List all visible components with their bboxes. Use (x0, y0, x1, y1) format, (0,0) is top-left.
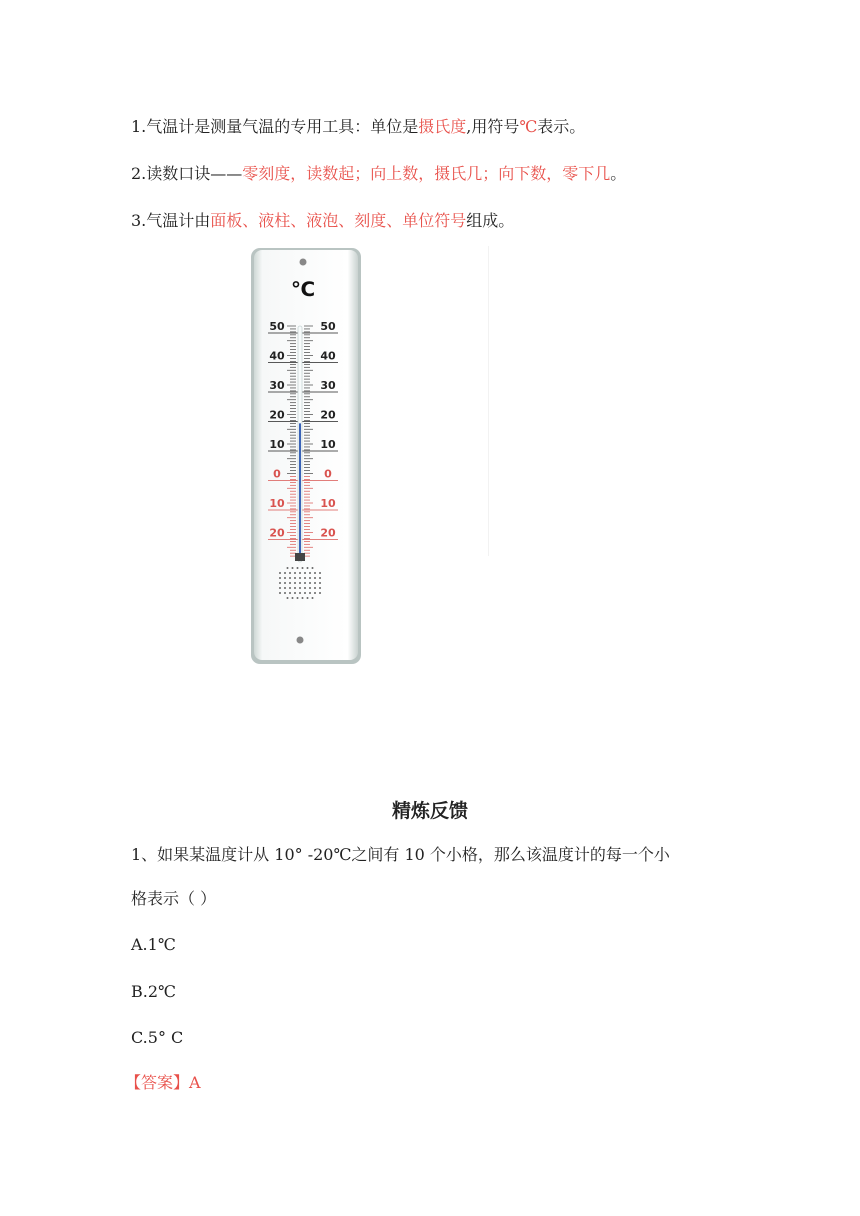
speaker-dot (294, 587, 296, 589)
speaker-dot (297, 567, 299, 569)
note-3-prefix: 3.气温计由 (131, 211, 211, 230)
speaker-dot (287, 567, 289, 569)
speaker-dot (309, 582, 311, 584)
speaker-dot (309, 572, 311, 574)
note-1-highlight-symbol: ℃ (519, 117, 538, 136)
speaker-dot (284, 577, 286, 579)
speaker-dot (319, 572, 321, 574)
speaker-dot (319, 577, 321, 579)
speaker-dot (309, 587, 311, 589)
note-1-highlight-unit: 摄氏度 (418, 117, 467, 136)
speaker-dot (279, 587, 281, 589)
speaker-dot (309, 577, 311, 579)
speaker-dot (304, 592, 306, 594)
speaker-dot (284, 572, 286, 574)
speaker-dot (297, 597, 299, 599)
answer-value: A (189, 1073, 201, 1092)
speaker-dot (304, 582, 306, 584)
note-1-middle: ,用符号 (466, 117, 520, 136)
speaker-dot (307, 597, 309, 599)
scale-label-right: 40 (320, 349, 336, 363)
unit-label: ℃ (290, 277, 316, 301)
speaker-dot (294, 582, 296, 584)
thermometer-svg (248, 246, 366, 666)
divider-artifact (488, 246, 489, 556)
speaker-dot (284, 582, 286, 584)
scale-label-right: 30 (320, 379, 336, 392)
scale-label-left: 20 (269, 408, 285, 422)
speaker-dot (304, 572, 306, 574)
speaker-dot (299, 582, 301, 584)
speaker-dot (289, 592, 291, 594)
speaker-dot (302, 567, 304, 569)
speaker-dot (307, 567, 309, 569)
note-3-highlight: 面板、液柱、液泡、刻度、单位符号 (210, 211, 467, 230)
liquid-column (299, 423, 301, 555)
scale-label-right: 0 (324, 467, 332, 481)
scale-label-right: 20 (320, 526, 336, 540)
note-2-suffix: 。 (610, 164, 627, 183)
speaker-dot (279, 592, 281, 594)
speaker-dot (312, 567, 314, 569)
scale-label-right: 50 (320, 320, 336, 333)
scale-label-left: 10 (269, 438, 285, 451)
note-1-suffix: 表示。 (537, 117, 586, 136)
section-title: 精炼反馈 (391, 800, 468, 822)
speaker-dot (314, 592, 316, 594)
speaker-dot (294, 577, 296, 579)
bottom-hole (297, 637, 304, 644)
speaker-dot (294, 592, 296, 594)
speaker-dot (289, 587, 291, 589)
speaker-dot (289, 572, 291, 574)
top-hole (300, 259, 307, 266)
speaker-dot (312, 597, 314, 599)
speaker-dot (309, 592, 311, 594)
note-1-prefix: 1.气温计是测量气温的专用工具：单位是 (131, 117, 419, 136)
speaker-dot (302, 597, 304, 599)
note-3-suffix: 组成。 (466, 211, 515, 230)
speaker-dot (292, 567, 294, 569)
scale-label-right: 10 (320, 438, 336, 451)
speaker-dot (287, 597, 289, 599)
speaker-dot (279, 572, 281, 574)
speaker-dot (299, 587, 301, 589)
note-2-prefix: 2.读数口诀—— (131, 164, 243, 183)
speaker-dot (319, 587, 321, 589)
question-line-1: 1、如果某温度计从 10° -20℃之间有 10 个小格，那么该温度计的每一个小 (131, 845, 670, 864)
speaker-dot (314, 587, 316, 589)
scale-label-right: 20 (320, 408, 336, 422)
scale-label-left: 20 (269, 526, 285, 540)
speaker-dot (304, 577, 306, 579)
scale-label-left: 30 (269, 379, 285, 392)
note-2 (131, 164, 626, 184)
speaker-dot (292, 597, 294, 599)
speaker-dot (299, 572, 301, 574)
option-a: A.1℃ (131, 935, 176, 954)
speaker-dot (314, 582, 316, 584)
bulb-base (295, 553, 305, 561)
note-1 (131, 117, 585, 137)
speaker-dot (294, 572, 296, 574)
scale-label-left: 50 (269, 320, 285, 333)
speaker-dot (279, 582, 281, 584)
question-line-2: 格表示（ ） (131, 889, 217, 908)
speaker-dot (299, 577, 301, 579)
speaker-dot (314, 577, 316, 579)
speaker-dot (284, 587, 286, 589)
scale-label-right: 10 (320, 497, 336, 510)
speaker-dot (319, 592, 321, 594)
thermometer-board (254, 250, 358, 660)
thermometer-image (248, 246, 366, 666)
speaker-dot (289, 577, 291, 579)
speaker-dot (284, 592, 286, 594)
answer-label: 【答案】 (125, 1073, 190, 1092)
speaker-dot (289, 582, 291, 584)
scale-label-left: 40 (269, 349, 285, 363)
speaker-dot (319, 582, 321, 584)
speaker-dot (279, 577, 281, 579)
answer (125, 1073, 201, 1093)
scale-label-left: 10 (269, 497, 285, 510)
speaker-dot (304, 587, 306, 589)
option-b: B.2℃ (131, 982, 176, 1001)
speaker-dot (299, 592, 301, 594)
scale-label-left: 0 (273, 467, 281, 481)
note-2-highlight: 零刻度，读数起；向上数，摄氏几；向下数，零下几 (242, 164, 611, 183)
option-c: C.5° C (131, 1028, 184, 1047)
note-3 (131, 211, 514, 231)
speaker-dot (314, 572, 316, 574)
